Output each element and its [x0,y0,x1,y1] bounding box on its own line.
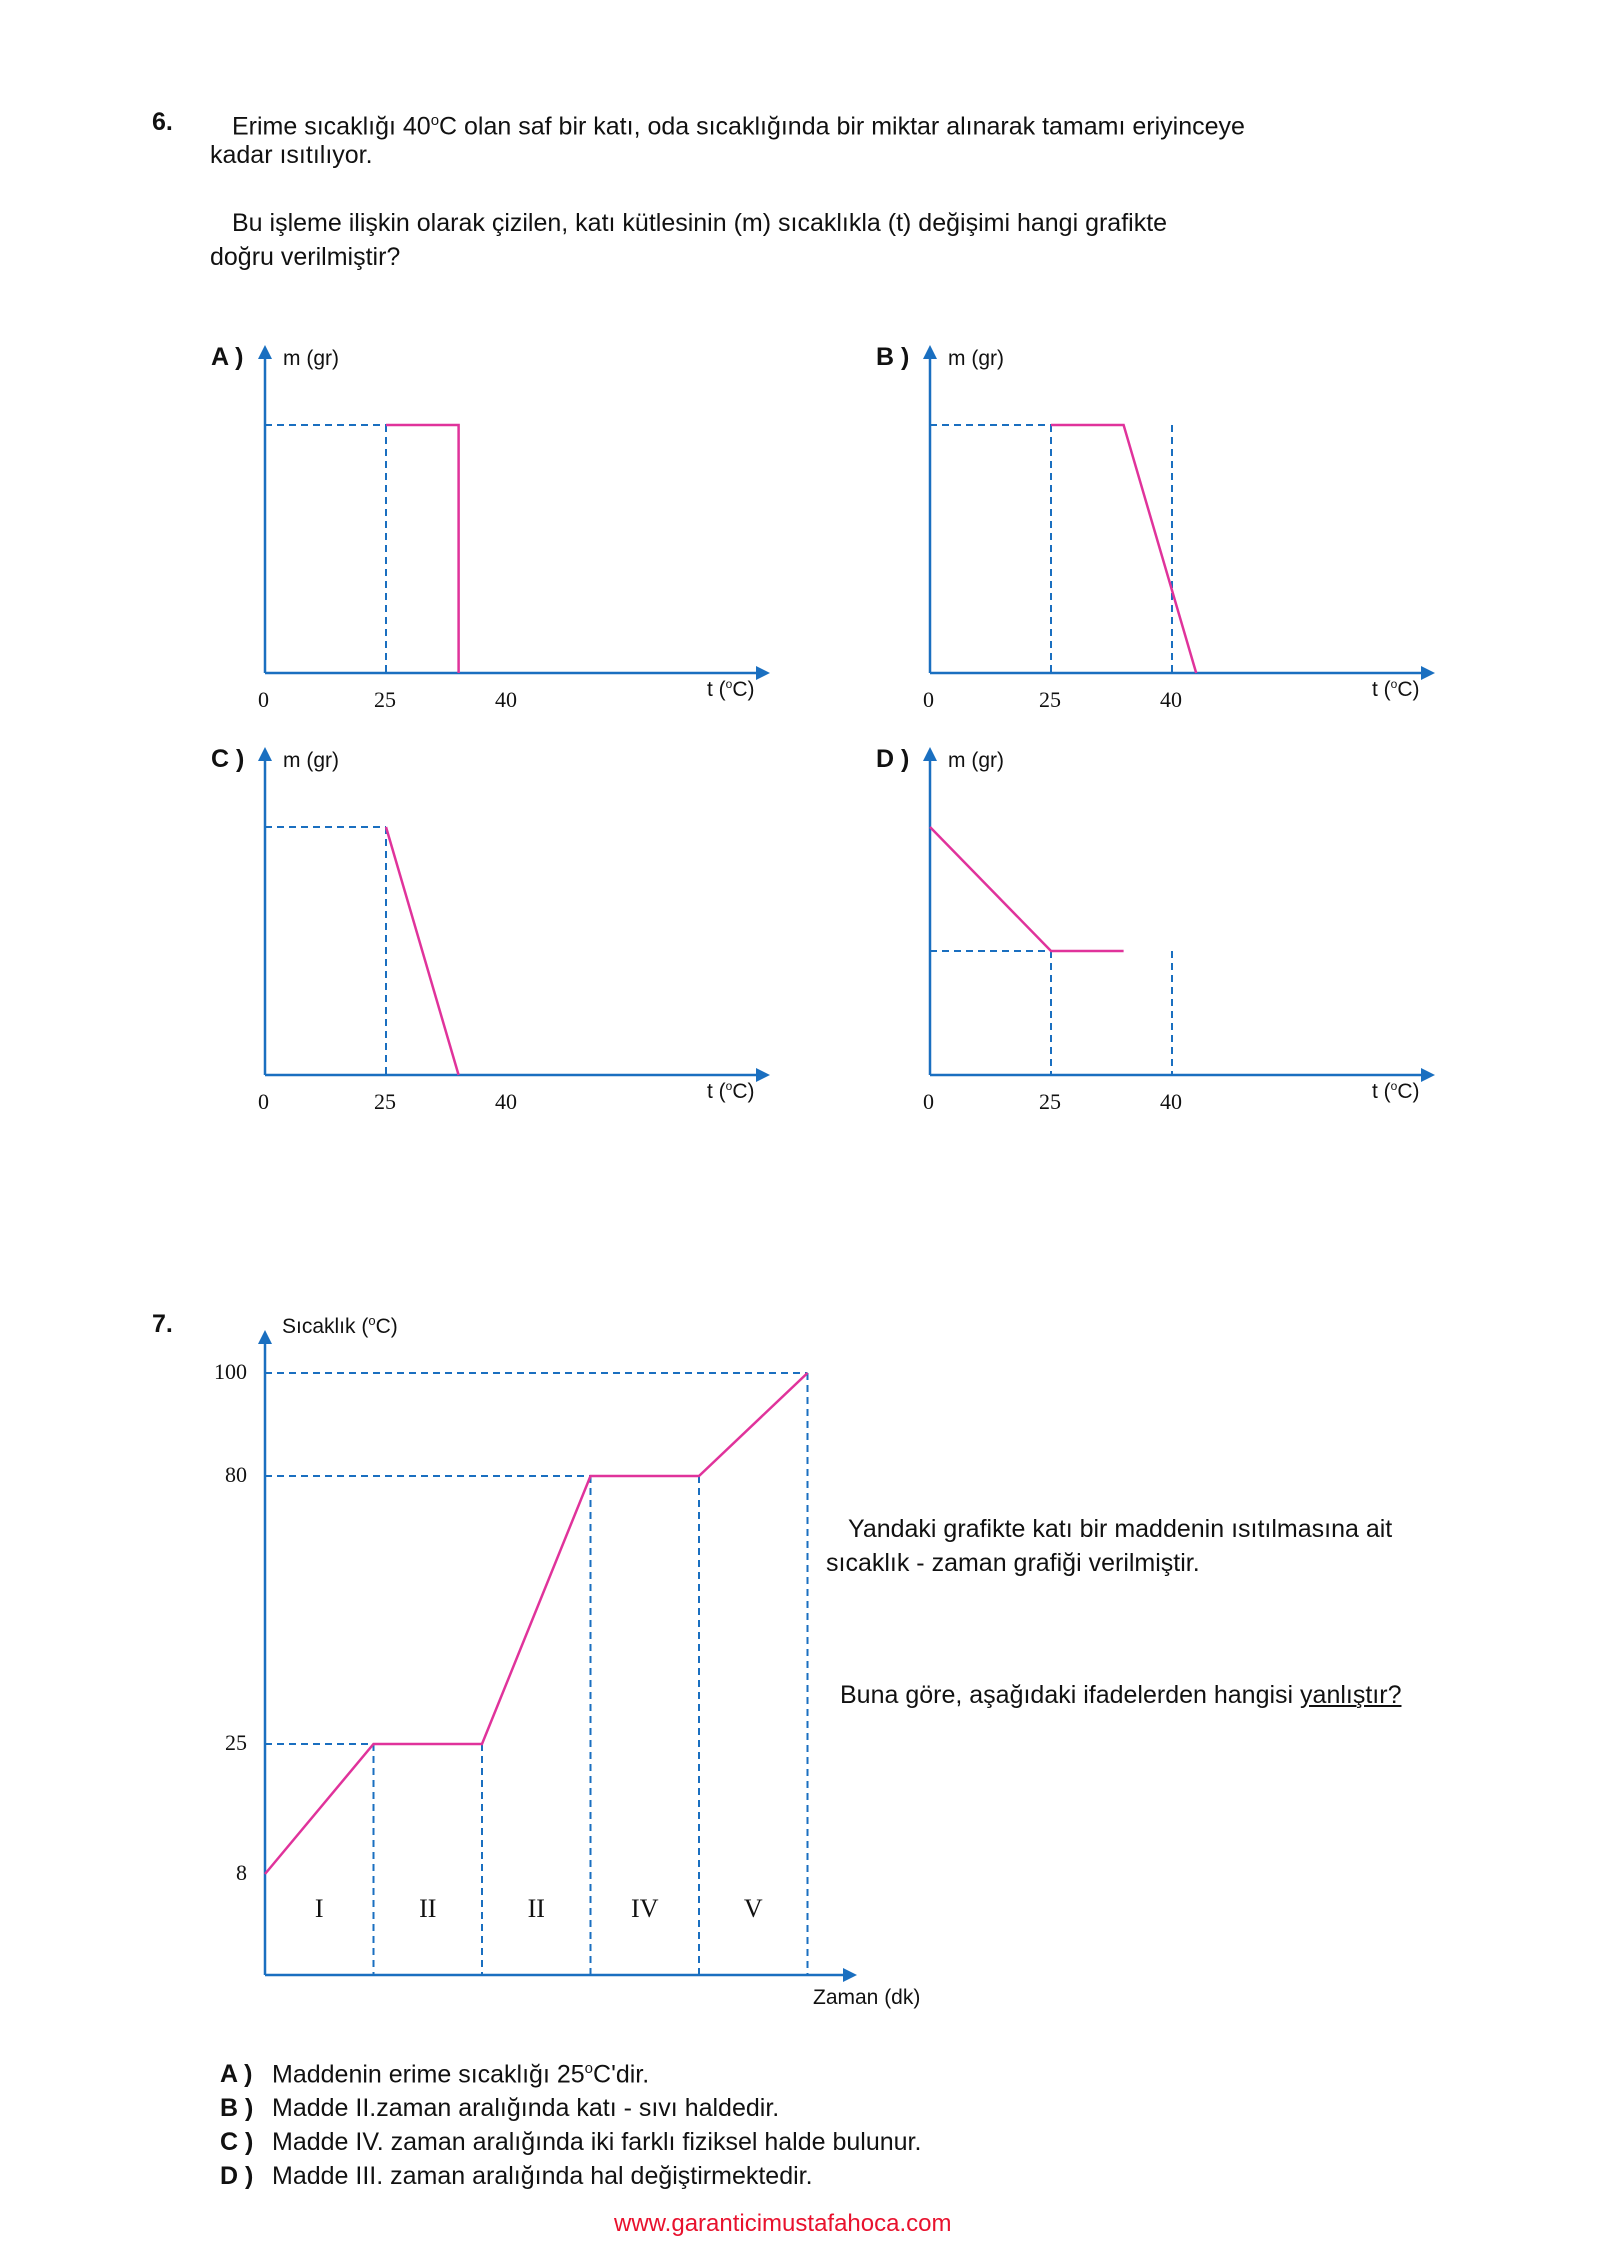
q7-interval-label-4: IV [631,1894,659,1923]
graph-c-x-arrow [756,1068,770,1082]
graph-c-x-axis-label: t ($^o$C) [707,1079,755,1103]
q7-y-axis-label: Sıcaklık ($^o$C) [282,1313,398,1338]
q7-y-tick-80: 80 [225,1462,247,1487]
q7-x-axis-label: Zaman (dk) [813,1986,921,2009]
q7-y-tick-8: 8 [236,1860,247,1885]
q7-desc-line1: Yandaki grafikte katı bir maddenin ısıtılmasına ait [848,1515,1393,1543]
graph-c-tick-40: 40 [495,1089,517,1114]
graph-d-curve [930,827,1124,951]
q7-interval-label-3: II [527,1894,545,1923]
graph-b-tick-0: 0 [923,687,934,712]
q7-interval-label-1: I [314,1894,324,1923]
graph-b-tick-25: 25 [1039,687,1061,712]
graph-a-y-arrow [258,345,272,359]
answer-d[interactable]: D ) Madde III. zaman aralığında hal değiştirmektedir. [220,2162,813,2191]
graph-a-tick-25: 25 [374,687,396,712]
graph-a-letter: A ) [211,343,244,371]
graph-b-letter: B ) [876,343,910,371]
graph-a-y-axis-label: m (gr) [283,347,339,370]
graph-d-x-arrow [1421,1068,1435,1082]
q7-x-arrow [843,1968,857,1982]
graph-d-tick-0: 0 [923,1089,934,1114]
graph-d-letter: D ) [876,745,910,773]
graph-d-tick-25: 25 [1039,1089,1061,1114]
graph-c-tick-25: 25 [374,1089,396,1114]
graph-a-x-axis-label: t ($^o$C) [707,677,755,701]
graph-a-curve [386,425,459,673]
q7-question: Buna göre, aşağıdaki ifadelerden hangisi yanlıştır? [840,1681,1402,1709]
graph-b-x-arrow [1421,666,1435,680]
q7-answers [220,2052,921,2193]
graph-c-letter: C ) [211,745,245,773]
graph-b-y-axis-label: m (gr) [948,347,1004,370]
graph-c-tick-0: 0 [258,1089,269,1114]
q7-interval-label-2: II [419,1894,437,1923]
q7-desc-line2: sıcaklık - zaman grafiği verilmiştir. [826,1549,1200,1577]
q7-number: 7. [152,1310,173,1338]
graph-d-tick-40: 40 [1160,1089,1182,1114]
graph-b-y-arrow [923,345,937,359]
q7-y-tick-100: 100 [214,1359,247,1384]
graph-a-tick-0: 0 [258,687,269,712]
graph-c-y-axis-label: m (gr) [283,749,339,772]
footer-website-link[interactable]: www.garanticimustafahoca.com [614,2210,952,2237]
graph-d-y-arrow [923,747,937,761]
graph-d-x-axis-label: t ($^o$C) [1372,1079,1420,1103]
graph-b-curve [1051,425,1196,673]
q6-line4: doğru verilmiştir? [210,243,401,271]
graph-a-x-arrow [756,666,770,680]
q7-interval-label-5: V [743,1894,763,1923]
q6-line1: Erime sıcaklığı 40$^o$C olan saf bir katı, oda sıcaklığında bir miktar alınarak tamamı eriyinceye [232,112,1245,141]
q7-y-arrow [258,1330,272,1344]
q6-number: 6. [152,108,173,136]
q6-line3: Bu işleme ilişkin olarak çizilen, katı kütlesinin (m) sıcaklıkla (t) değişimi hangi grafikte [232,209,1168,237]
graph-b-x-axis-label: t ($^o$C) [1372,677,1420,701]
graph-a-tick-40: 40 [495,687,517,712]
q6-line2: kadar ısıtılıyor. [210,141,373,169]
answer-b[interactable]: B ) Madde II.zaman aralığında katı - sıvı haldedir. [220,2094,780,2123]
q7-y-tick-25: 25 [225,1730,247,1755]
graph-d-y-axis-label: m (gr) [948,749,1004,772]
graph-b-tick-40: 40 [1160,687,1182,712]
graph-c-y-arrow [258,747,272,761]
answer-c[interactable]: C ) Madde IV. zaman aralığında iki farklı fiziksel halde bulunur. [220,2128,922,2157]
graph-c-curve [386,827,459,1075]
q7-temperature-curve [265,1373,808,1874]
answer-a[interactable]: A ) Maddenin erime sıcaklığı 25$^o$C'dir. [220,2060,650,2089]
